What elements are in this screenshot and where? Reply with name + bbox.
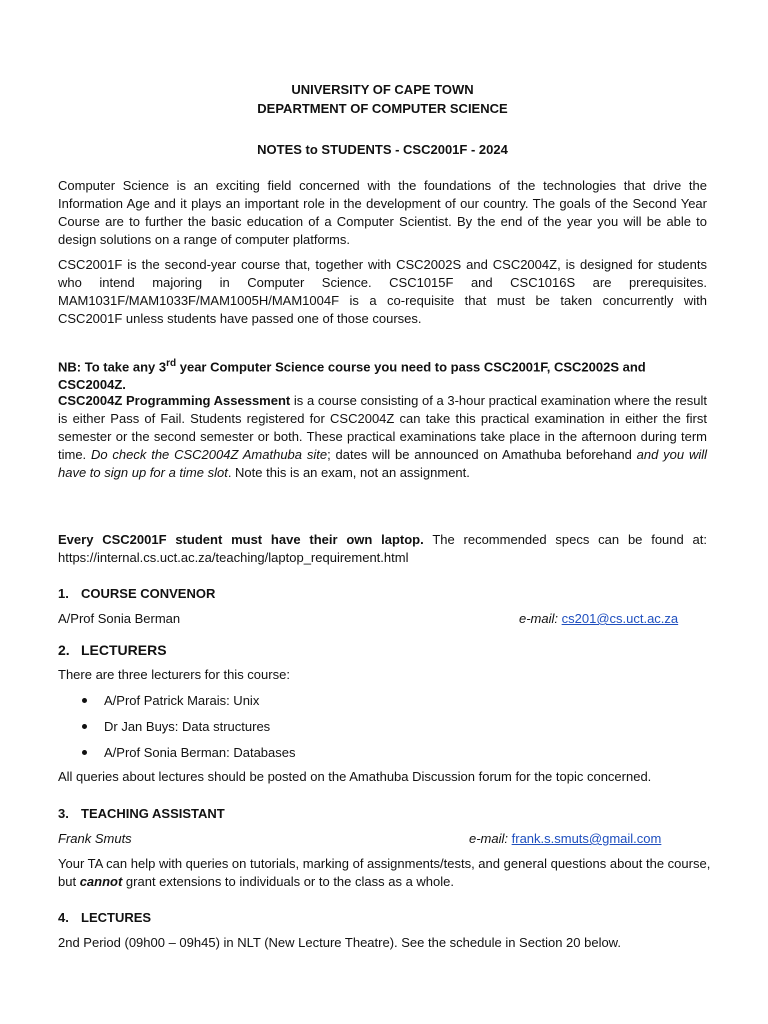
convenor-name: A/Prof Sonia Berman — [58, 611, 181, 626]
ta-email-link[interactable]: frank.s.smuts@gmail.com — [511, 831, 662, 846]
laptop-paragraph — [58, 531, 707, 567]
intro-paragraph-1: Computer Science is an exciting field concerned with the foundations of the technologies that drive the Information Age and it plays an important role in the development of our country. The goals of the Second Year Course are to further the basic education of a Computer Scientist. By the end of the year you will be able to design solutions on a range of computer platforms. — [58, 178, 707, 247]
section-number: 1. — [58, 586, 69, 601]
notes-title: NOTES to STUDENTS - CSC2001F - 2024 — [257, 142, 508, 157]
section-title: LECTURERS — [81, 642, 167, 658]
email-label: e-mail: — [519, 611, 562, 626]
assessment-italic-2: and you will have to sign up for a time slot — [58, 447, 707, 480]
nb-note — [58, 355, 707, 394]
lecturer-entry: A/Prof Sonia Berman: Databases — [104, 745, 296, 760]
list-item — [82, 744, 296, 770]
lecturers-intro: There are three lecturers for this course: — [58, 667, 290, 682]
section-title: LECTURES — [81, 910, 152, 925]
ta-cannot: cannot — [79, 874, 123, 889]
ta-text-before: Your TA can help with queries on tutorials, marking of assignments/tests, and general questions about the course, but — [58, 856, 711, 889]
department-title: DEPARTMENT OF COMPUTER SCIENCE — [257, 101, 508, 116]
section-heading-lectures — [58, 909, 707, 927]
ta-row — [58, 830, 708, 848]
section-heading-ta — [58, 805, 707, 823]
lecturers-queries: All queries about lectures should be posted on the Amathuba Discussion forum for the topic concerned. — [58, 769, 652, 784]
assessment-text-3: . Note this is an exam, not an assignment. — [227, 465, 470, 480]
convenor-email — [519, 610, 678, 628]
section-number: 2. — [58, 642, 70, 658]
section-number: 3. — [58, 806, 69, 821]
ta-email — [469, 830, 661, 848]
intro-paragraph-2: CSC2001F is the second-year course that, together with CSC2002S and CSC2004Z, is designed for students who intend majoring in Computer Science. CSC1015F and CSC1016S are prerequisites. MAM1031F/MAM1033F/MAM1005H/MAM1004F is a co-requisite that must be taken concurrently with CSC2001F unless students have passed one of those courses. — [58, 257, 707, 326]
convenor-row — [58, 610, 708, 628]
laptop-text: The recommended specs can be found at: https://internal.cs.uct.ac.za/teaching/laptop_requirement.html — [58, 532, 707, 565]
ta-paragraph — [58, 855, 718, 891]
lecturers-list — [82, 692, 296, 770]
bullet-icon — [82, 698, 87, 703]
list-item — [82, 692, 296, 718]
ta-name: Frank Smuts — [58, 831, 132, 846]
assessment-italic-1: Do check the CSC2004Z Amathuba site — [91, 447, 328, 462]
section-heading-lecturers — [58, 641, 707, 659]
bullet-icon — [82, 724, 87, 729]
assessment-paragraph — [58, 392, 707, 482]
nb-text-before: NB: To take any 3 — [58, 359, 167, 375]
assessment-lead: CSC2004Z Programming Assessment — [58, 393, 291, 408]
bullet-icon — [82, 750, 87, 755]
lecturer-entry: A/Prof Patrick Marais: Unix — [104, 693, 260, 708]
section-title: TEACHING ASSISTANT — [81, 806, 225, 821]
assessment-text-1: is a course consisting of a 3-hour practical examination where the result is either Pass of Fail. Students registered for CSC2004Z can take this practical examination in either the first semester or the second semester or both. These practical examinations take place in the afternoon during term time. — [58, 393, 707, 462]
laptop-lead: Every CSC2001F student must have their own laptop. — [58, 532, 424, 547]
assessment-text-2: ; dates will be announced on Amathuba beforehand — [327, 447, 637, 462]
nb-superscript: rd — [166, 358, 177, 369]
lecturer-entry: Dr Jan Buys: Data structures — [104, 719, 271, 734]
section-number: 4. — [58, 910, 69, 925]
section-heading-convenor — [58, 585, 707, 603]
ta-text-after: grant extensions to individuals or to the class as a whole. — [122, 874, 454, 889]
university-title: UNIVERSITY OF CAPE TOWN — [291, 82, 474, 97]
nb-text-after: year Computer Science course you need to pass CSC2001F, CSC2002S and CSC2004Z. — [58, 359, 646, 393]
section-title: COURSE CONVENOR — [81, 586, 216, 601]
lectures-text: 2nd Period (09h00 – 09h45) in NLT (New Lecture Theatre). See the schedule in Section 20 below. — [58, 935, 621, 950]
convenor-email-link[interactable]: cs201@cs.uct.ac.za — [561, 611, 679, 626]
email-label: e-mail: — [469, 831, 512, 846]
list-item — [82, 718, 296, 744]
